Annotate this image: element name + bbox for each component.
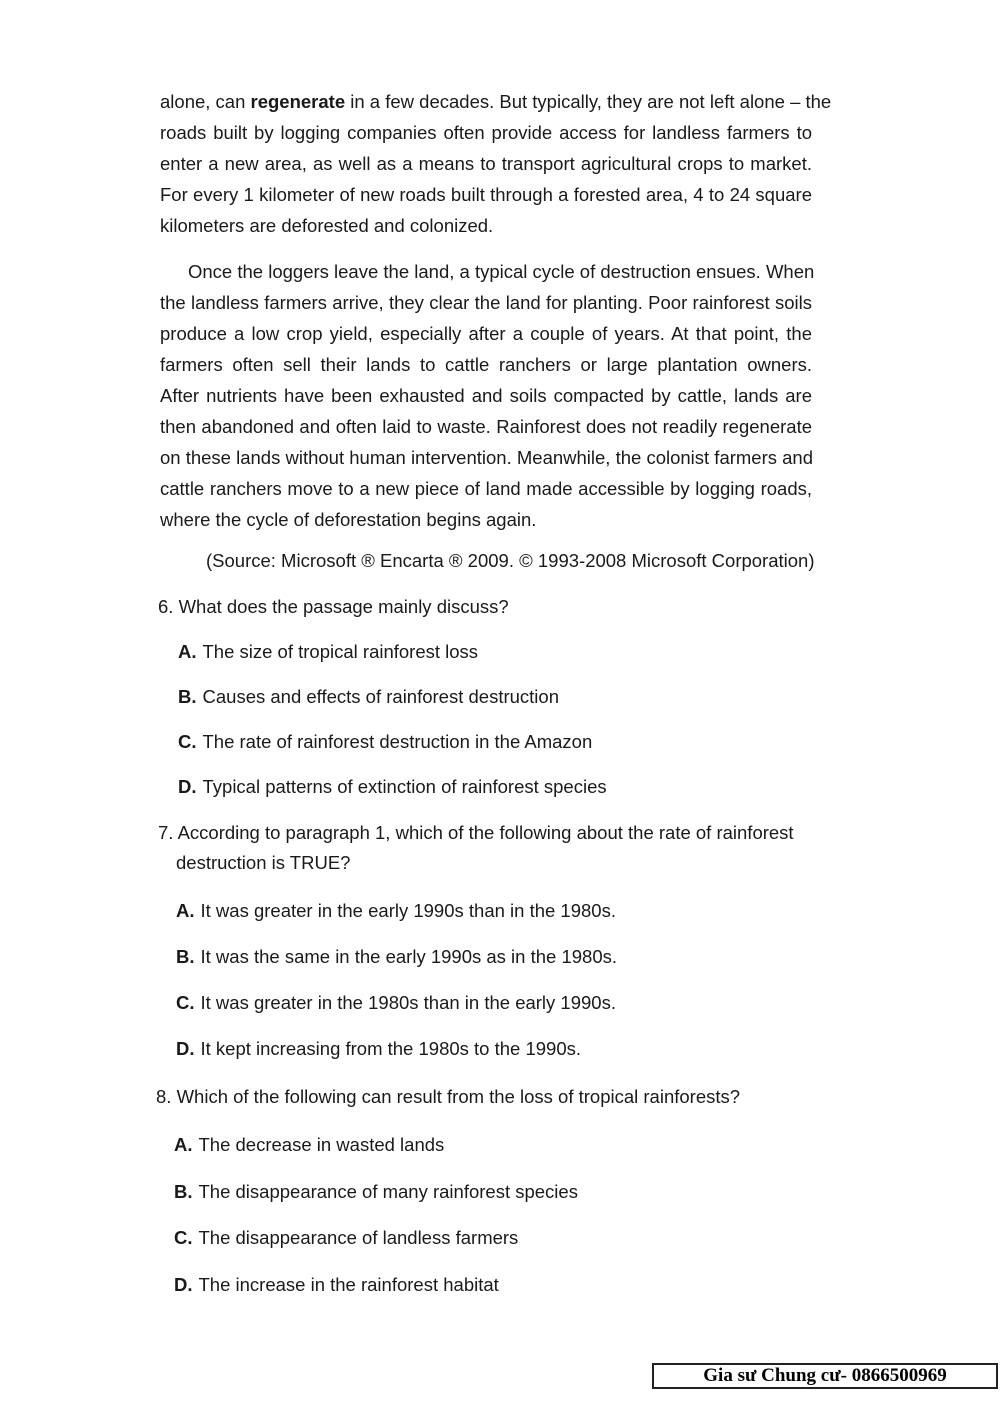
question-8 bbox=[156, 1082, 740, 1112]
option-text: The rate of rainforest destruction in the Amazon bbox=[202, 731, 593, 752]
option-text: The decrease in wasted lands bbox=[198, 1134, 445, 1155]
paragraph-line: alone, can regenerate in a few decades. But typically, they are not left alone – the bbox=[160, 91, 832, 112]
option-8d[interactable] bbox=[174, 1270, 499, 1300]
option-letter: C. bbox=[178, 731, 197, 752]
paragraph-line: For every 1 kilometer of new roads built through a forested area, 4 to 24 square bbox=[160, 184, 812, 205]
option-text: It was greater in the early 1990s than in the 1980s. bbox=[200, 900, 616, 921]
option-text: Typical patterns of extinction of rainforest species bbox=[202, 776, 607, 797]
option-text: The disappearance of landless farmers bbox=[198, 1227, 519, 1248]
paragraph-line: on these lands without human intervention. Meanwhile, the colonist farmers and bbox=[160, 447, 814, 468]
paragraph-line: kilometers are deforested and colonized. bbox=[160, 215, 494, 236]
option-6d[interactable] bbox=[178, 772, 607, 802]
footer-contact-box: Gia sư Chung cư- 0866500969 bbox=[652, 1363, 998, 1389]
paragraph-line: where the cycle of deforestation begins again. bbox=[160, 509, 537, 530]
source-citation: (Source: Microsoft ® Encarta ® 2009. © 1993-2008 Microsoft Corporation) bbox=[206, 550, 815, 571]
option-7d[interactable] bbox=[176, 1034, 581, 1064]
option-letter: A. bbox=[178, 641, 197, 662]
question-6 bbox=[158, 592, 509, 622]
option-7a[interactable] bbox=[176, 896, 616, 926]
question-number: 7. bbox=[158, 822, 174, 843]
option-6c[interactable] bbox=[178, 727, 592, 757]
paragraph-line: produce a low crop yield, especially after a couple of years. At that point, the bbox=[160, 323, 812, 344]
option-8c[interactable] bbox=[174, 1223, 518, 1253]
option-8a[interactable] bbox=[174, 1130, 444, 1160]
question-number: 6. bbox=[158, 596, 174, 617]
option-letter: A. bbox=[176, 900, 195, 921]
option-7c[interactable] bbox=[176, 988, 616, 1018]
passage-paragraph-1 bbox=[160, 86, 832, 241]
option-letter: D. bbox=[178, 776, 197, 797]
question-text: According to paragraph 1, which of the following about the rate of rainforest bbox=[177, 822, 794, 843]
option-text: The increase in the rainforest habitat bbox=[198, 1274, 499, 1295]
question-text: What does the passage mainly discuss? bbox=[178, 596, 509, 617]
question-text-continued: destruction is TRUE? bbox=[176, 852, 351, 873]
option-6a[interactable] bbox=[178, 637, 478, 667]
option-text: It kept increasing from the 1980s to the 1990s. bbox=[200, 1038, 582, 1059]
paragraph-line: farmers often sell their lands to cattle ranchers or large plantation owners. bbox=[160, 354, 812, 375]
option-text: It was greater in the 1980s than in the early 1990s. bbox=[200, 992, 616, 1013]
option-letter: B. bbox=[174, 1181, 193, 1202]
paragraph-line: Once the loggers leave the land, a typical cycle of destruction ensues. When bbox=[188, 261, 815, 282]
option-text: The disappearance of many rainforest species bbox=[198, 1181, 578, 1202]
option-letter: C. bbox=[174, 1227, 193, 1248]
passage-paragraph-2 bbox=[160, 256, 815, 535]
paragraph-line: then abandoned and often laid to waste. Rainforest does not readily regenerate bbox=[160, 416, 812, 437]
paragraph-line: cattle ranchers move to a new piece of land made accessible by logging roads, bbox=[160, 478, 812, 499]
question-text: Which of the following can result from the loss of tropical rainforests? bbox=[176, 1086, 741, 1107]
option-6b[interactable] bbox=[178, 682, 559, 712]
option-letter: D. bbox=[174, 1274, 193, 1295]
keyword-regenerate: regenerate bbox=[250, 91, 346, 112]
paragraph-line: the landless farmers arrive, they clear the land for planting. Poor rainforest soils bbox=[160, 292, 812, 313]
option-7b[interactable] bbox=[176, 942, 617, 972]
option-letter: C. bbox=[176, 992, 195, 1013]
paragraph-line: roads built by logging companies often provide access for landless farmers to bbox=[160, 122, 812, 143]
paragraph-line: After nutrients have been exhausted and soils compacted by cattle, lands are bbox=[160, 385, 812, 406]
question-7 bbox=[158, 818, 812, 878]
option-text: Causes and effects of rainforest destruction bbox=[202, 686, 559, 707]
option-8b[interactable] bbox=[174, 1177, 578, 1207]
option-text: The size of tropical rainforest loss bbox=[202, 641, 479, 662]
option-text: It was the same in the early 1990s as in the 1980s. bbox=[200, 946, 617, 967]
option-letter: D. bbox=[176, 1038, 195, 1059]
option-letter: B. bbox=[176, 946, 195, 967]
option-letter: B. bbox=[178, 686, 197, 707]
question-number: 8. bbox=[156, 1086, 172, 1107]
option-letter: A. bbox=[174, 1134, 193, 1155]
paragraph-line: enter a new area, as well as a means to transport agricultural crops to market. bbox=[160, 153, 812, 174]
